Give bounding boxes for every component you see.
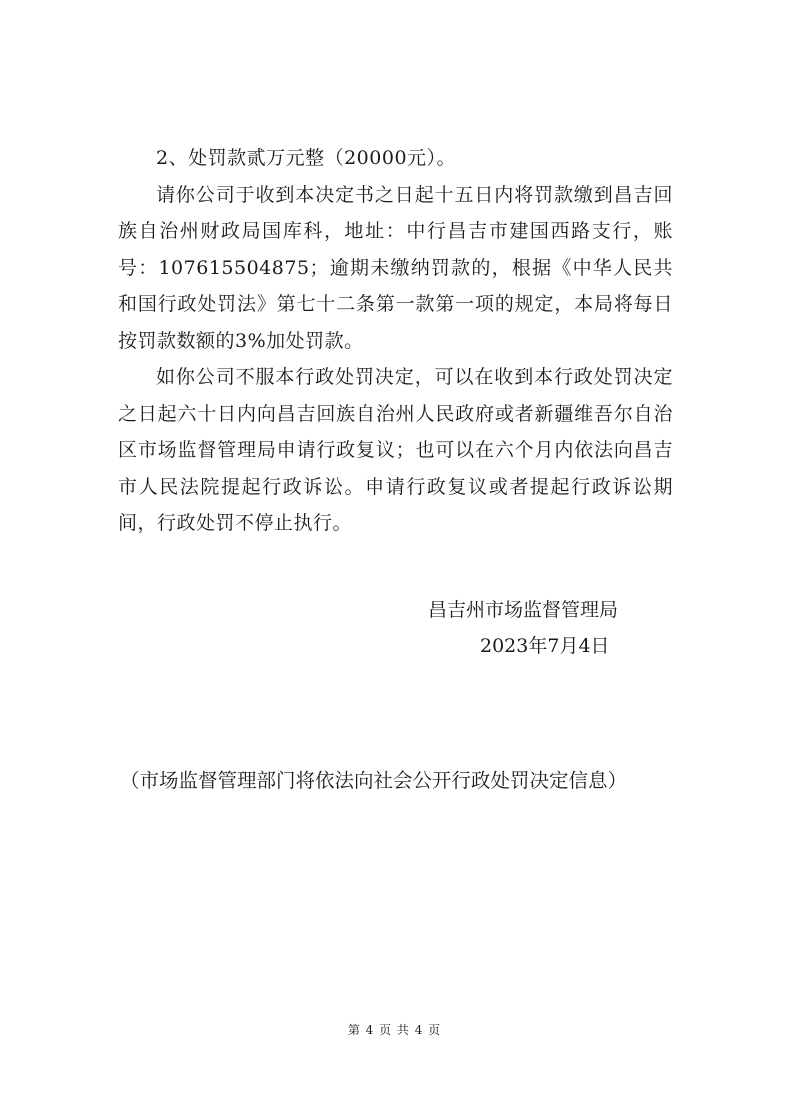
appeal-rights-paragraph: 如你公司不服本行政处罚决定，可以在收到本行政处罚决定之日起六十日内向昌吉回族自治州人民政府或者新疆维吾尔自治区市场监督管理局申请行政复议；也可以在六个月内依法向昌吉市人民法院提起行政诉讼。申请行政复议或者提起行政诉讼期间，行政处罚不停止执行。 bbox=[118, 366, 673, 534]
page-number-footer: 第 4 页 共 4 页 bbox=[347, 1023, 442, 1037]
penalty-item-paragraph: 2、处罚款贰万元整（20000元）。 bbox=[156, 147, 457, 169]
payment-instructions-paragraph: 请你公司于收到本决定书之日起十五日内将罚款缴到昌吉回族自治州财政局国库科，地址：中行昌吉市建国西路支行，账号：107615504875；逾期未缴纳罚款的，根据《中华人民共和国行政处罚法》第七十二条第一款第一项的规定，本局将每日按罚款数额的3%加处罚款。 bbox=[118, 183, 673, 352]
issuing-organization: 昌吉州市场监督管理局 bbox=[428, 599, 619, 621]
disclosure-notice: （市场监督管理部门将依法向社会公开行政处罚决定信息） bbox=[120, 769, 628, 792]
signature-block bbox=[420, 592, 670, 664]
issue-date: 2023年7月4日 bbox=[480, 635, 610, 657]
document-body bbox=[118, 140, 673, 542]
